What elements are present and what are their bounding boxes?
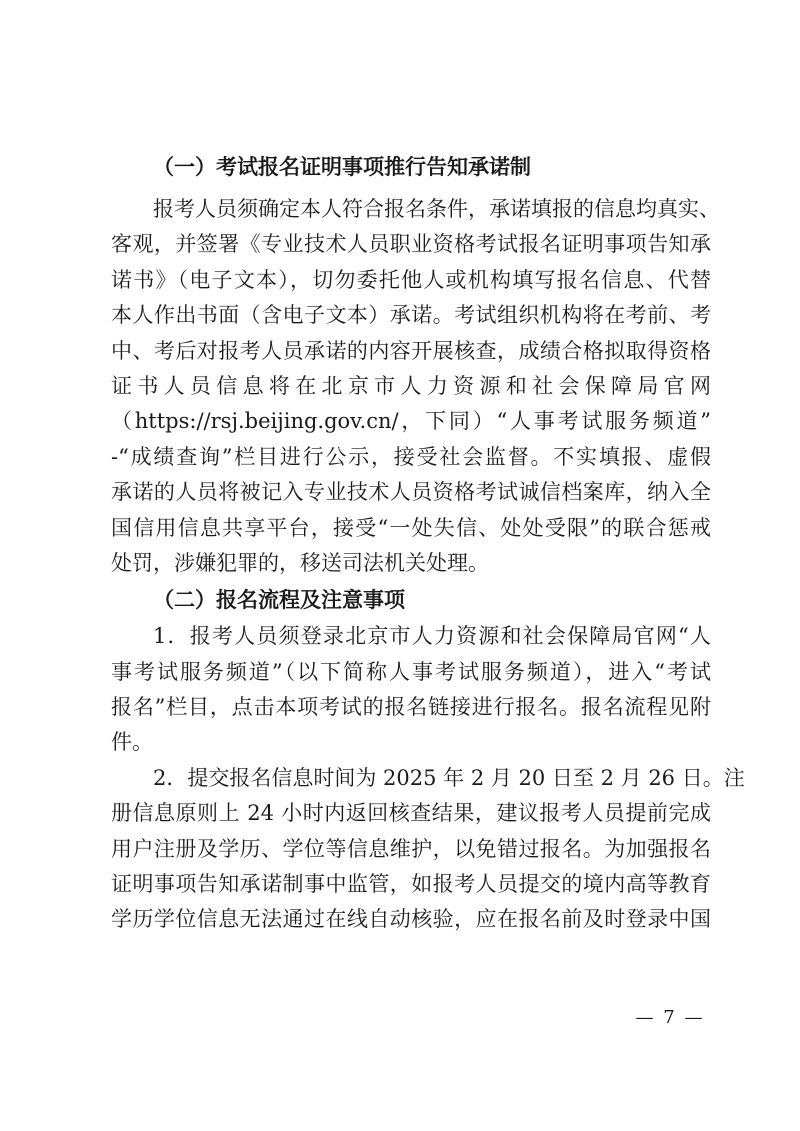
document-body (111, 148, 745, 938)
section-2-item-1 (111, 619, 711, 761)
section-2-item-2 (111, 761, 745, 938)
page-number: — 7 — (635, 1007, 705, 1028)
paragraph-line: 客观，并签署《专业技术人员职业资格考试报名证明事项告知承 (111, 232, 711, 257)
paragraph-line: （https://rsj.beijing.gov.cn/，下同）“人事考试服务频道” (111, 409, 711, 434)
paragraph-line: 用户注册及学历、学位等信息维护，以免错过报名。为加强报名 (111, 836, 711, 861)
paragraph-line: 2．提交报名信息时间为 2025 年 2 月 20 日至 2 月 26 日。注 (153, 765, 745, 790)
paragraph-line: 证明事项告知承诺制事中监管，如报考人员提交的境内高等教育 (111, 872, 711, 897)
paragraph-line: 证书人员信息将在北京市人力资源和社会保障局官网 (111, 373, 711, 398)
section-1-paragraph (111, 192, 720, 581)
paragraph-line: 诺书》（电子文本），切勿委托他人或机构填写报名信息、代替 (111, 267, 711, 292)
paragraph-line: 件。 (111, 730, 153, 755)
paragraph-line: 学历学位信息无法通过在线自动核验，应在报名前及时登录中国 (111, 907, 711, 932)
section-1-heading: （一）考试报名证明事项推行告知承诺制 (153, 154, 531, 179)
paragraph-line: 处罚，涉嫌犯罪的，移送司法机关处理。 (111, 550, 489, 575)
paragraph-line: 事考试服务频道”（以下简称人事考试服务频道），进入“考试 (111, 659, 711, 684)
paragraph-line: -“成绩查询”栏目进行公示，接受社会监督。不实填报、虚假 (111, 444, 711, 469)
paragraph-line: 册信息原则上 24 小时内返回核查结果，建议报考人员提前完成 (111, 801, 711, 826)
paragraph-line: 中、考后对报考人员承诺的内容开展核查，成绩合格拟取得资格 (111, 338, 711, 363)
paragraph-line: 报名”栏目，点击本项考试的报名链接进行报名。报名流程见附 (111, 695, 711, 720)
section-2-heading: （二）报名流程及注意事项 (153, 587, 405, 613)
paragraph-line: 本人作出书面（含电子文本）承诺。考试组织机构将在考前、考 (111, 303, 711, 328)
paragraph-line: 承诺的人员将被记入专业技术人员资格考试诚信档案库，纳入全 (111, 480, 711, 505)
paragraph-line: 1．报考人员须登录北京市人力资源和社会保障局官网“人 (153, 624, 711, 649)
paragraph-line: 报考人员须确定本人符合报名条件，承诺填报的信息均真实、 (153, 197, 720, 221)
paragraph-line: 国信用信息共享平台，接受“一处失信、处处受限”的联合惩戒 (111, 515, 711, 540)
